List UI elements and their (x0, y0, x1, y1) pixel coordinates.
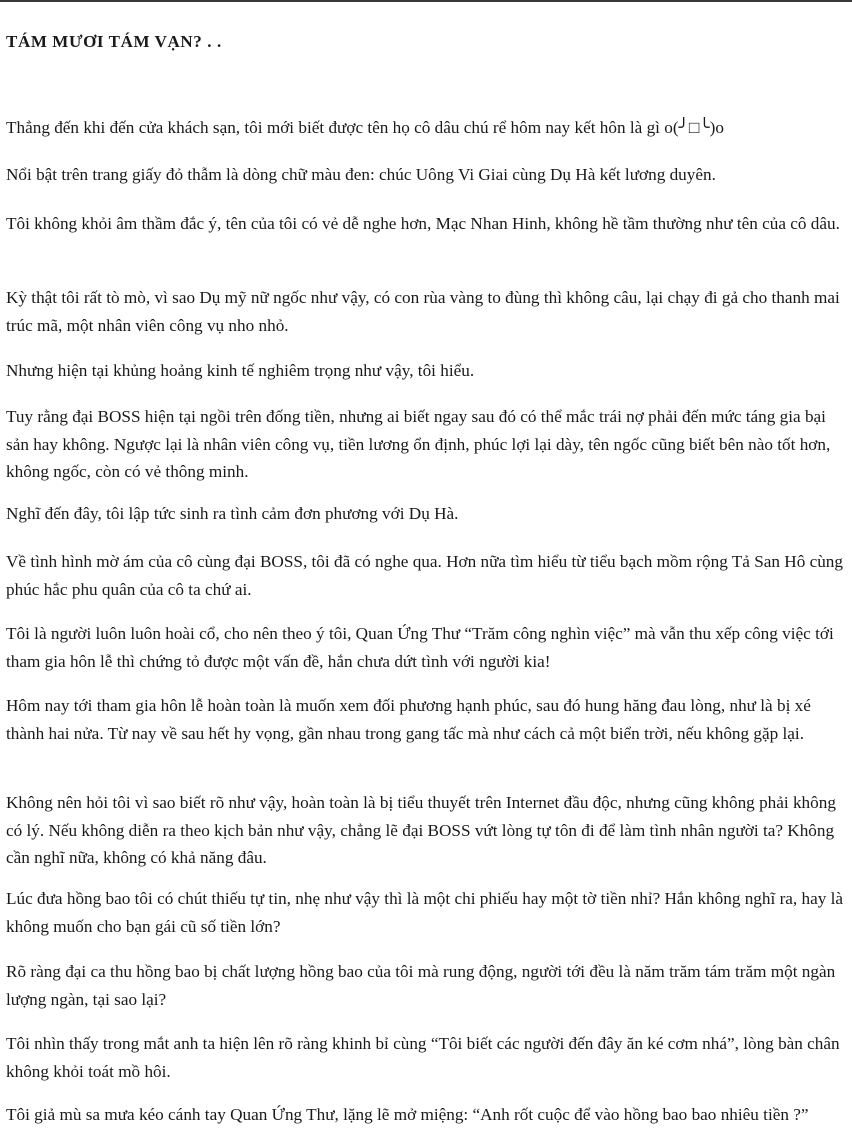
paragraph: Tuy rằng đại BOSS hiện tại ngồi trên đống tiền, nhưng ai biết ngay sau đó có thể mắc trái nợ phải đến mức táng gia bại sản hay không. Ngược lại là nhân viên công vụ, tiền lương ổn định, phúc lợi lại dày, tên ngốc cũng biết bên nào tốt hơn, không ngốc, còn có vẻ thông minh. (6, 407, 831, 481)
paragraph: Tôi nhìn thấy trong mắt anh ta hiện lên rõ ràng khinh bỉ cùng “Tôi biết các người đến đây ăn ké cơm nhá”, lòng bàn chân không khỏi toát mồ hôi. (6, 1034, 840, 1081)
top-border (0, 0, 852, 2)
paragraph: Nổi bật trên trang giấy đỏ thẫm là dòng chữ màu đen: chúc Uông Vi Giai cùng Dụ Hà kết lương duyên. (6, 165, 716, 184)
paragraph: Thẳng đến khi đến cửa khách sạn, tôi mới biết được tên họ cô dâu chú rể hôm nay kết hôn là gì o(╯□╰)o (6, 118, 724, 137)
paragraph: Nhưng hiện tại khủng hoảng kinh tế nghiêm trọng như vậy, tôi hiểu. (6, 361, 475, 380)
chapter-title: TÁM MƯƠI TÁM VẠN? . . (6, 32, 222, 51)
paragraph: Rõ ràng đại ca thu hồng bao bị chất lượng hồng bao của tôi mà rung động, người tới đều là năm trăm tám trăm một ngàn lượng ngàn, tại sao lại? (6, 962, 836, 1009)
paragraph: Tôi không khỏi âm thầm đắc ý, tên của tôi có vẻ dễ nghe hơn, Mạc Nhan Hinh, không hề tầm thường như tên của cô dâu. (6, 214, 840, 233)
paragraph: Hôm nay tới tham gia hôn lễ hoàn toàn là muốn xem đối phương hạnh phúc, sau đó hung hăng đau lòng, như là bị xé thành hai nửa. Từ nay về sau hết hy vọng, gần nhau trong gang tấc mà như cách cả một biển trời, nếu không gặp lại. (6, 696, 811, 743)
paragraph: Không nên hỏi tôi vì sao biết rõ như vậy, hoàn toàn là bị tiểu thuyết trên Internet đầu độc, nhưng cũng không phải không có lý. Nếu không diễn ra theo kịch bản như vậy, chẳng lẽ đại BOSS vứt lòng tự tôn đi để làm tình nhân người ta? Không cần nghĩ nữa, không có khả năng đâu. (6, 793, 836, 867)
paragraph: Nghĩ đến đây, tôi lập tức sinh ra tình cảm đơn phương với Dụ Hà. (6, 504, 459, 523)
paragraph: Tôi là người luôn luôn hoài cổ, cho nên theo ý tôi, Quan Ứng Thư “Trăm công nghìn việc” mà vẫn thu xếp công việc tới tham gia hôn lễ thì chứng tỏ được một vấn đề, hắn chưa dứt tình với người kia! (6, 624, 834, 671)
paragraph: Về tình hình mờ ám của cô cùng đại BOSS, tôi đã có nghe qua. Hơn nữa tìm hiểu từ tiểu bạch mồm rộng Tả San Hô cùng phúc hắc phu quân của cô ta chứ ai. (6, 552, 843, 599)
paragraph: Kỳ thật tôi rất tò mò, vì sao Dụ mỹ nữ ngốc như vậy, có con rùa vàng to đùng thì không câu, lại chạy đi gả cho thanh mai trúc mã, một nhân viên công vụ nho nhỏ. (6, 288, 840, 335)
paragraph: Lúc đưa hồng bao tôi có chút thiếu tự tin, nhẹ như vậy thì là một chi phiếu hay một tờ tiền nhỉ? Hắn không nghĩ ra, hay là không muốn cho bạn gái cũ số tiền lớn? (6, 889, 844, 936)
paragraph: Tôi giả mù sa mưa kéo cánh tay Quan Ứng Thư, lặng lẽ mở miệng: “Anh rốt cuộc để vào hồng bao bao nhiêu tiền ?” (6, 1105, 809, 1124)
